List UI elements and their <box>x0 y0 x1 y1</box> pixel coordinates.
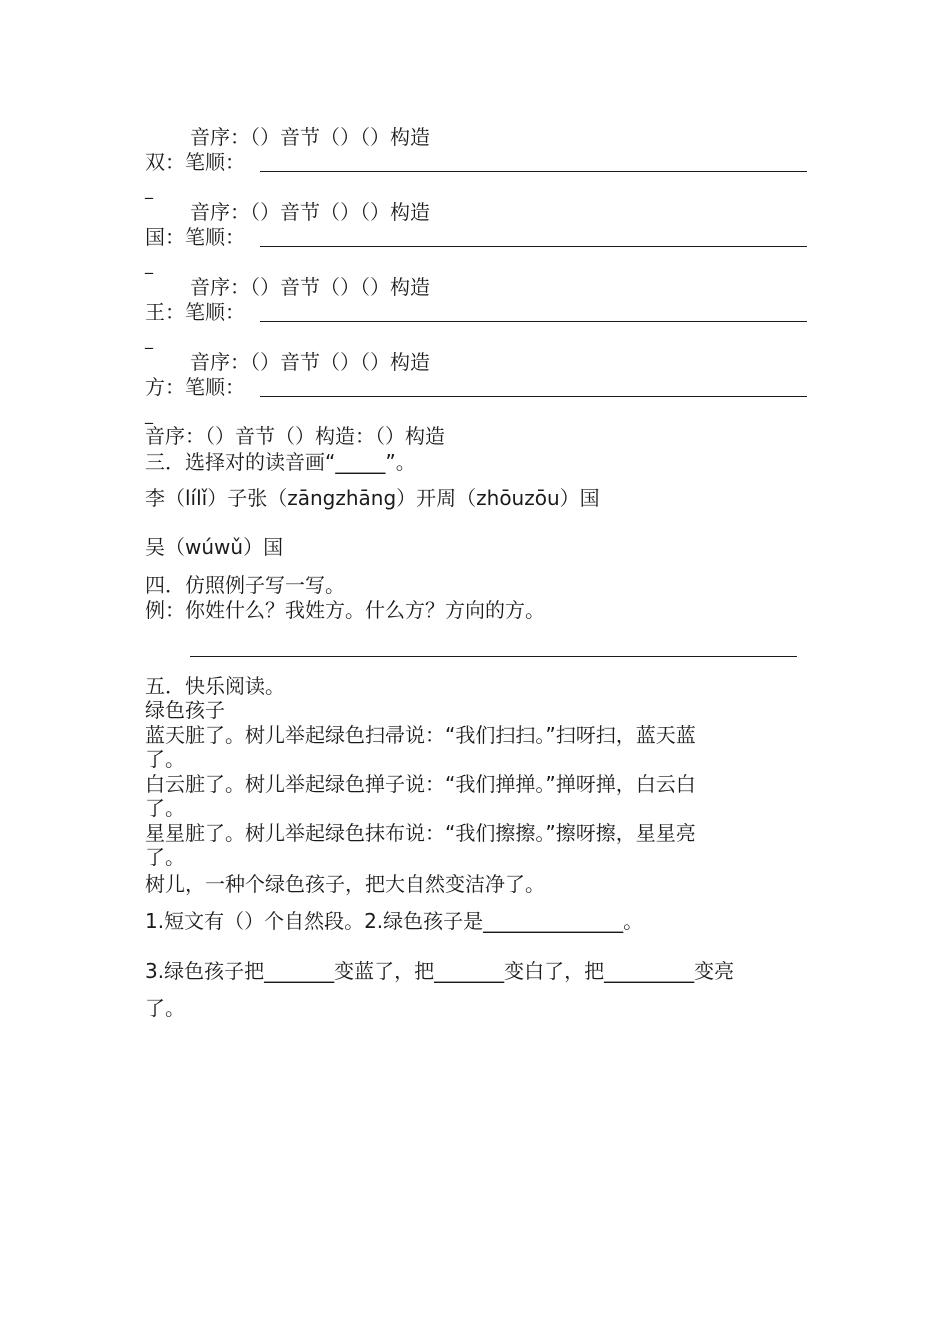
answer-line[interactable] <box>260 321 807 322</box>
entry-stroke-label: 国：笔顺： <box>145 225 245 249</box>
answer-line[interactable] <box>260 396 807 397</box>
section-five-title: 五．快乐阅读。 <box>145 674 285 698</box>
paragraph-4: 树儿，一种个绿色孩子，把大自然变洁净了。 <box>145 872 545 896</box>
paragraph-1: 蓝天脏了。树儿举起绿色扫帚说：“我们扫扫。”扫呀扫，蓝天蓝 <box>145 723 696 747</box>
answer-line[interactable] <box>190 656 797 657</box>
entry-info-line: 音序：（）音节（）（）构造 <box>190 275 430 299</box>
paragraph-2: 白云脏了。树儿举起绿色掸子说：“我们掸掸。”掸呀掸，白云白 <box>145 772 696 796</box>
entry-stroke-label: 王：笔顺： <box>145 300 245 324</box>
example-sentence: 例：你姓什么？我姓方。什么方？方向的方。 <box>145 598 545 622</box>
section-three-title: 三．选择对的读音画“_____”。 <box>145 450 416 474</box>
entry-info-line: 音序：（）音节（）（）构造 <box>190 125 430 149</box>
answer-line[interactable] <box>260 246 807 247</box>
paragraph-3-cont: 了。 <box>145 845 185 869</box>
paragraph-2-cont: 了。 <box>145 796 185 820</box>
entry-info-line: 音序：（）音节（）（）构造 <box>190 350 430 374</box>
underscore-continuation: _ <box>145 330 153 349</box>
underscore-continuation: _ <box>145 255 153 274</box>
paragraph-3: 星星脏了。树儿举起绿色抹布说：“我们擦擦。”擦呀擦，星星亮 <box>145 821 696 845</box>
section-four-title: 四．仿照例子写一写。 <box>145 573 345 597</box>
entry-info-line: 音序：（）音节（）（）构造 <box>190 200 430 224</box>
pinyin-choice-line-2: 吴（wúwǔ）国 <box>145 535 284 559</box>
entry-stroke-label: 方：笔顺： <box>145 375 245 399</box>
underscore-continuation: _ <box>145 180 153 199</box>
answer-line[interactable] <box>260 171 807 172</box>
question-3-cont: 了。 <box>145 996 185 1020</box>
last-entry-line: 音序：（）音节（）构造：（）构造 <box>145 424 445 448</box>
question-1-2: 1.短文有（）个自然段。2.绿色孩子是______________。 <box>145 909 644 933</box>
passage-title: 绿色孩子 <box>145 698 225 722</box>
pinyin-choice-line-1: 李（lílǐ）子张（zāngzhāng）开周（zhōuzōu）国 <box>145 486 600 510</box>
entry-stroke-label: 双：笔顺： <box>145 150 245 174</box>
underscore-continuation: _ <box>145 405 153 424</box>
question-3: 3.绿色孩子把_______变蓝了，把_______变白了，把_________变亮 <box>145 959 735 983</box>
paragraph-1-cont: 了。 <box>145 747 185 771</box>
